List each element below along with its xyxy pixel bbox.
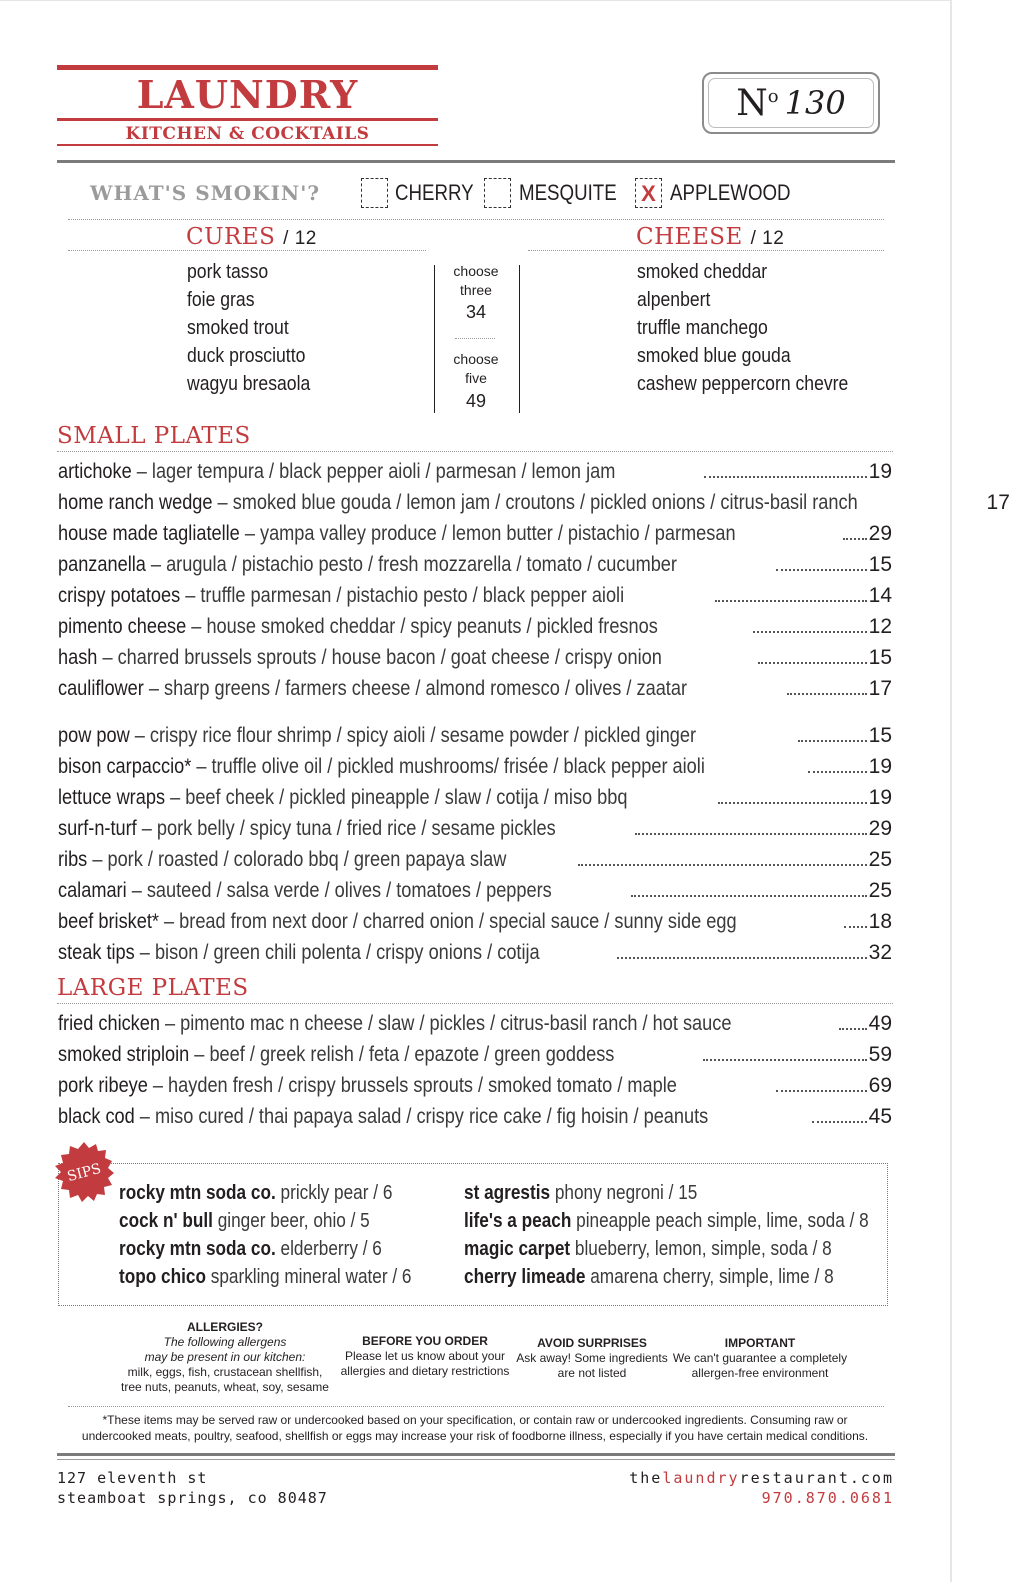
sips-badge-text: SIPS	[65, 1160, 103, 1186]
order-ticket	[702, 72, 880, 134]
sip-item: rocky mtn soda co. prickly pear / 6	[119, 1182, 393, 1204]
menu-item: pow pow – crispy rice flour shrimp / spicy aioli / sesame powder / pickled ginger 15	[58, 724, 892, 747]
menu-item: lettuce wraps – beef cheek / pickled pineapple / slaw / cotija / miso bbq 19	[58, 786, 892, 809]
choose-five-label: choose	[453, 351, 499, 367]
large-plates-rule	[57, 1003, 893, 1004]
small-plates-rule	[57, 451, 893, 452]
phone-number[interactable]: 970.870.0681	[761, 1489, 894, 1507]
cherry-checkbox[interactable]	[361, 178, 388, 208]
cheese-item: truffle manchego	[637, 317, 768, 339]
address-line-2: steamboat springs, co 80487	[57, 1489, 328, 1507]
cheese-rule	[528, 250, 884, 251]
applewood-checkbox[interactable]: X	[635, 178, 662, 208]
menu-item: house made tagliatelle – yampa valley produce / lemon butter / pistachio / parmesan 29	[58, 522, 892, 545]
mesquite-checkbox[interactable]	[484, 178, 511, 208]
avoid-surprises-info: AVOID SURPRISES Ask away! Some ingredients are not listed	[516, 1336, 668, 1380]
cherry-label: CHERRY	[395, 180, 474, 205]
sip-item: topo chico sparkling mineral water / 6	[119, 1266, 412, 1288]
choose-three-price: 34	[465, 302, 487, 322]
cures-rule	[68, 250, 426, 251]
choose-divider-right	[519, 265, 520, 413]
menu-item: pork ribeye – hayden fresh / crispy brussels sprouts / smoked tomato / maple 69	[58, 1074, 892, 1097]
ticket-border	[708, 78, 874, 128]
cheese-item: cashew peppercorn chevre	[637, 373, 849, 395]
choose-three-label: choose	[453, 263, 499, 279]
disclaimer-rule	[68, 1406, 884, 1407]
ticket-number: 130	[784, 84, 846, 122]
smokin-title: WHAT'S SMOKIN'?	[90, 181, 321, 205]
sip-item: st agrestis phony negroni / 15	[464, 1182, 698, 1204]
choose-five-count: five	[465, 370, 487, 386]
menu-item: pimento cheese – house smoked cheddar / spicy peanuts / pickled fresnos 12	[58, 615, 892, 638]
sip-item: rocky mtn soda co. elderberry / 6	[119, 1238, 382, 1260]
allergies-info: ALLERGIES? The following allergens may be present in our kitchen: milk, eggs, fish, crustacean shellfish, tree nuts, peanuts, wheat, soy, sesame	[121, 1320, 329, 1394]
menu-item: black cod – miso cured / thai papaya salad / crispy rice cake / fig hoisin / peanuts 45	[58, 1105, 892, 1128]
sip-item: cock n' bull ginger beer, ohio / 5	[119, 1210, 370, 1232]
cure-item: smoked trout	[187, 317, 289, 339]
cure-item: duck prosciutto	[187, 345, 306, 367]
ticket-label: $N^o$	[736, 82, 779, 124]
menu-item: calamari – sauteed / salsa verde / olives / tomatoes / peppers 25	[58, 879, 892, 902]
cheese-item: smoked blue gouda	[637, 345, 791, 367]
menu-item: surf-n-turf – pork belly / spicy tuna / fried rice / sesame pickles 29	[58, 817, 892, 840]
applewood-label: APPLEWOOD	[670, 180, 791, 205]
important-info: IMPORTANT We can't guarantee a completely allergen-free environment	[672, 1336, 848, 1380]
menu-item: ribs – pork / roasted / colorado bbq / green papaya slaw 25	[58, 848, 892, 871]
choose-three-count: three	[460, 282, 492, 298]
choose-separator	[455, 338, 495, 339]
address-line-1: 127 eleventh st	[57, 1469, 208, 1487]
menu-item: crispy potatoes – truffle parmesan / pistachio pesto / black pepper aioli 14	[58, 584, 892, 607]
menu-item: cauliflower – sharp greens / farmers cheese / almond romesco / olives / zaatar 17	[58, 677, 892, 700]
menu-item: panzanella – arugula / pistachio pesto / fresh mozzarella / tomato / cucumber 15	[58, 553, 892, 576]
menu-item: fried chicken – pimento mac n cheese / slaw / pickles / citrus-basil ranch / hot sauce 49	[58, 1012, 892, 1035]
menu-item: bison carpaccio* – truffle olive oil / pickled mushrooms/ frisée / black pepper aioli 19	[58, 755, 892, 778]
large-plates-heading: LARGE PLATES	[57, 975, 249, 1001]
menu-item: smoked striploin – beef / greek relish / feta / epazote / green goddess 59	[58, 1043, 892, 1066]
cure-item: pork tasso	[187, 261, 269, 283]
footer-rule	[57, 1453, 895, 1456]
logo-bar-top	[57, 65, 438, 70]
sips-seal-icon	[52, 1140, 116, 1204]
cheese-heading: CHEESE / 12	[636, 224, 785, 250]
logo-subtitle: KITCHEN & COCKTAILS	[125, 124, 370, 144]
logo-title: LAUNDRY	[136, 72, 359, 117]
sip-item: cherry limeade amarena cherry, simple, lime / 8	[464, 1266, 834, 1288]
footer-rule-thin	[57, 1459, 895, 1460]
logo-bar-mid	[57, 118, 438, 121]
mesquite-label: MESQUITE	[519, 180, 617, 205]
before-order-info: BEFORE YOU ORDER Please let us know about your allergies and dietary restrictions	[340, 1334, 510, 1378]
header-rule	[57, 160, 895, 163]
menu-item: steak tips – bison / green chili polenta / crispy onions / cotija 32	[58, 941, 892, 964]
disclaimer: *These items may be served raw or undercooked based on your specification, or contain raw or undercooked ingredients. Consuming raw or undercooked meats, poultry, seafood, shellfish or eggs may increase your risk of foodborne illness, especially if you have certain medical conditions.	[81, 1413, 869, 1443]
logo-bar-bottom	[57, 144, 438, 146]
website-link[interactable]: thelaundryrestaurant.com	[629, 1469, 894, 1487]
cheese-item: smoked cheddar	[637, 261, 768, 283]
menu-item: hash – charred brussels sprouts / house bacon / goat cheese / crispy onion 15	[58, 646, 892, 669]
smokin-divider	[68, 219, 884, 220]
sip-item: life's a peach pineapple peach simple, lime, soda / 8	[464, 1210, 869, 1232]
cures-heading: CURES / 12	[186, 224, 317, 250]
sip-item: magic carpet blueberry, lemon, simple, soda / 8	[464, 1238, 832, 1260]
menu-item: artichoke – lager tempura / black pepper aioli / parmesan / lemon jam 19	[58, 460, 892, 483]
menu-item: beef brisket* – bread from next door / charred onion / special sauce / sunny side egg 18	[58, 910, 892, 933]
menu-item: home ranch wedge – smoked blue gouda / lemon jam / croutons / pickled onions / citrus-basil ranch 17	[58, 491, 1010, 514]
small-plates-heading: SMALL PLATES	[57, 423, 251, 449]
cheese-item: alpenbert	[637, 289, 711, 311]
cure-item: foie gras	[187, 289, 255, 311]
cure-item: wagyu bresaola	[187, 373, 311, 395]
choose-five-price: 49	[465, 391, 487, 411]
choose-divider-left	[434, 265, 435, 413]
